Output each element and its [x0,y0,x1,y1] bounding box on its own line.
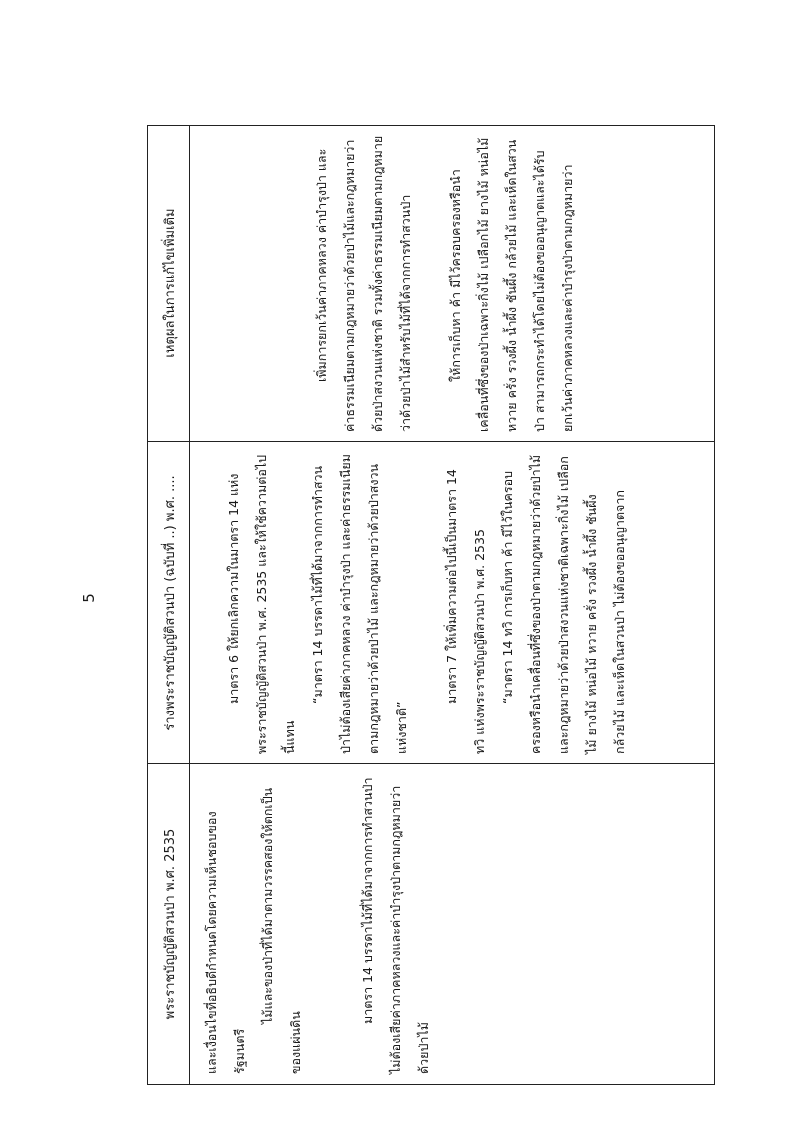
reason-paragraph: ให้การเก็บหา ค้า มีไว้ครอบครองหรือนำเคลื่อนที่ซึ่งของป่าเฉพาะกิ่งไม้ เปลือกไม้ ยางไม้ หน่อไม้ หวาย ครั่ง รวงผึ้ง น้ำผึ้ง ชันผึ้ง กล้วยไม้ และเห็ดในสวนป่า สามารถกระทำได้โดยไม่ต้องขออนุญาตและได้รับยกเว้นค่าภาคหลวงและค่าบำรุงป่าตามกฎหมายว่า [448,137,575,432]
header-current-act: พระราชบัญญัติสวนป่า พ.ศ. 2535 [162,828,178,1020]
current-act-paragraph: และเงื่อนไขที่อธิบดีกำหนดโดยความเห็นชอบของรัฐมนตรี [204,811,247,1074]
draft-section-14-bis: “มาตรา 14 ทวิ การเก็บหา ค้า มีไว้ในครอบครองหรือนำเคลื่อนที่ซึ่งของป่าตามกฎหมายว่าด้วยป่าไม้และกฎหมายว่าด้วยป่าสงวนแห่งชาติเฉพาะกิ่งไม้ เปลือกไม้ ยางไม้ หน่อไม้ หวาย ครั่ง รวงผึ้ง น้ำผึ้ง ชันผึ้ง กล้วยไม้ และเห็ดในสวนป่า ไม่ต้องขออนุญาตจาก [500,454,627,754]
draft-section-14: “มาตรา 14 บรรดาไม้ที่ได้มาจากการทำสวนป่าไม่ต้องเสียค่าภาคหลวง ค่าบำรุงป่า และค่าธรรมเนียม ตามกฎหมายว่าด้วยป่าไม้ และกฎหมายว่าด้วยป่าสงวนแห่งชาติ” [310,454,409,754]
draft-section-7: มาตรา 7 ให้เพิ่มความต่อไปนี้เป็นมาตรา 14 ทวิ แห่งพระราชบัญญัติสวนป่า พ.ศ. 2535 [444,469,487,754]
table-header-row [148,126,190,1084]
comparison-table [147,125,715,1085]
reasons-column [190,124,714,442]
current-act-column [190,764,714,1084]
reason-paragraph: เพิ่มการยกเว้นค่าภาคหลวง ค่าบำรุงป่า และค่าธรรมเนียมตามกฎหมายว่าด้วยป่าไม้และกฎหมายว่าด้วยป่าสงวนแห่งชาติ รวมทั้งค่าธรรมเนียมตามกฎหมายว่าด้วยป่าไม้สำหรับไม้ที่ได้จากการทำสวนป่า [314,135,413,432]
draft-act-column [190,442,714,764]
current-act-section-14: มาตรา 14 บรรดาไม้ที่ได้มาจากการทำสวนป่าไม่ต้องเสียค่าภาคหลวงและค่าบำรุงป่าตามกฎหมายว่าด้วยป่าไม้ [360,777,431,1074]
current-act-paragraph: ไม้และของป่าที่ได้มาตามวรรคสองให้ตกเป็นของแผ่นดิน [260,787,303,1074]
draft-section-6: มาตรา 6 ให้ยกเลิกความในมาตรา 14 แห่งพระราชบัญญัติสวนป่า พ.ศ. 2535 และให้ใช้ความต่อไปนี้แทน [226,454,297,754]
header-draft-act: ร่างพระราชบัญญัติสวนป่า (ฉบับที่ ..) พ.ศ. .... [162,475,178,731]
page-number: 5 [79,593,98,603]
header-reasons: เหตุผลในการแก้ไขเพิ่มเติม [162,208,178,358]
